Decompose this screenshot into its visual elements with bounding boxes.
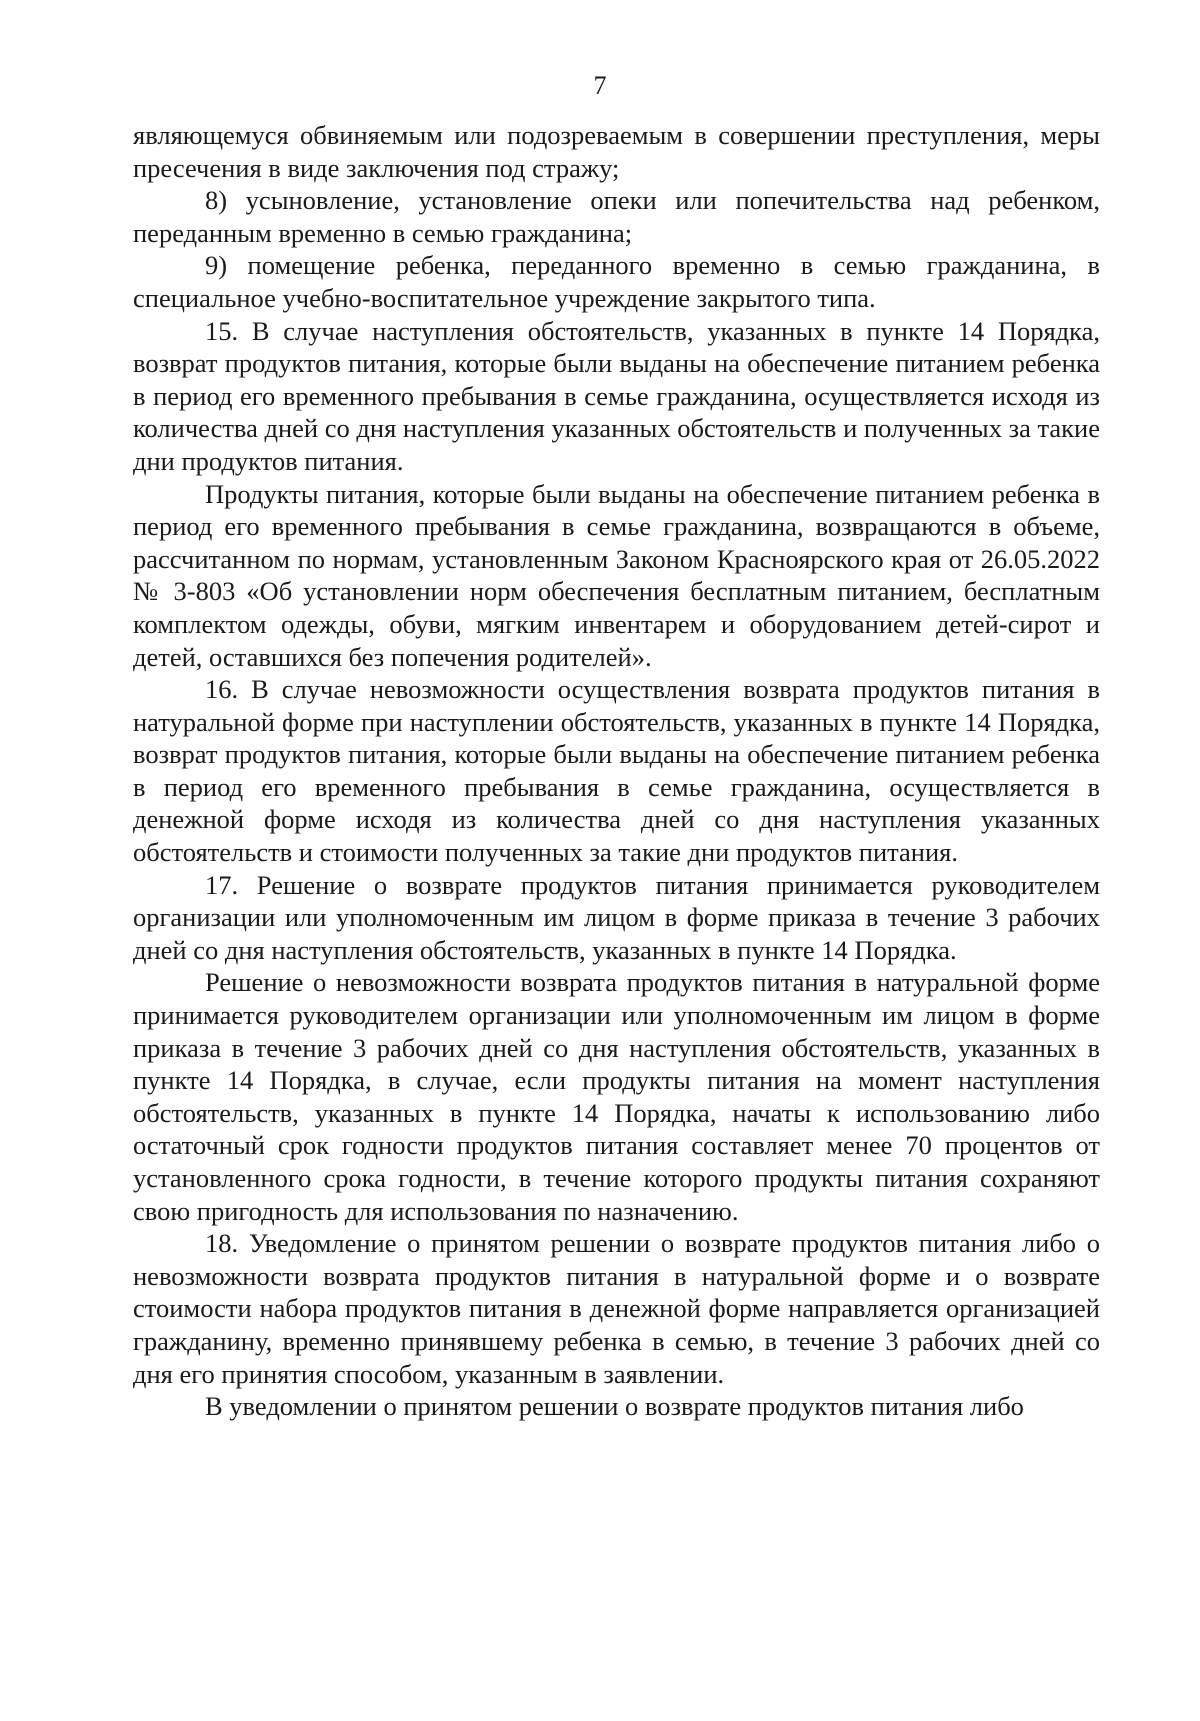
- paragraph-point-16: 16. В случае невозможности осуществления возврата продуктов питания в натуральной форме при наступлении обстоятельств, указанных в пункте 14 Порядка, возврат продуктов питания, которые были выданы на обеспечение питанием ребенка в период его временного пребывания в семье гражданина, осуществляется в денежной форме исходя из количества дней со дня наступления указанных обстоятельств и стоимости полученных за такие дни продуктов питания.: [133, 674, 1100, 868]
- paragraph-point-17-impossibility: Решение о невозможности возврата продуктов питания в натуральной форме принимается руководителем организации или уполномоченным им лицом в форме приказа в течение 3 рабочих дней со дня наступления обстоятельств, указанных в пункте 14 Порядка, в случае, если продукты питания на момент наступления обстоятельств, указанных в пункте 14 Порядка, начаты к использованию либо остаточный срок годности продуктов питания составляет менее 70 процентов от установленного срока годности, в течение которого продукты питания сохраняют свою пригодность для использования по назначению.: [133, 967, 1100, 1226]
- paragraph-point-15-products: Продукты питания, которые были выданы на обеспечение питанием ребенка в период его временного пребывания в семье гражданина, возвращаются в объеме, рассчитанном по нормам, установленным Законом Красноярского края от 26.05.2022 № 3-803 «Об установлении норм обеспечения бесплатным питанием, бесплатным комплектом одежды, обуви, мягким инвентарем и оборудованием детей-сирот и детей, оставшихся без попечения родителей».: [133, 478, 1100, 672]
- paragraph-item-8: 8) усыновление, установление опеки или попечительства над ребенком, переданным временно в семью гражданина;: [133, 185, 1100, 248]
- paragraph-point-17: 17. Решение о возврате продуктов питания принимается руководителем организации или уполномоченным им лицом в форме приказа в течение 3 рабочих дней со дня наступления обстоятельств, указанных в пункте 14 Порядка.: [133, 869, 1100, 965]
- document-body: [133, 119, 1100, 1423]
- paragraph-point-18-notice: В уведомлении о принятом решении о возврате продуктов питания либо: [205, 1391, 1024, 1422]
- paragraph-point-15: 15. В случае наступления обстоятельств, указанных в пункте 14 Порядка, возврат продуктов питания, которые были выданы на обеспечение питанием ребенка в период его временного пребывания в семье гражданина, осуществляется исходя из количества дней со дня наступления указанных обстоятельств и полученных за такие дни продуктов питания.: [133, 315, 1100, 476]
- paragraph-continued-clause: являющемуся обвиняемым или подозреваемым в совершении преступления, меры пресечения в виде заключения под стражу;: [133, 120, 1100, 183]
- paragraph-item-9: 9) помещение ребенка, переданного временно в семью гражданина, в специальное учебно-воспитательное учреждение закрытого типа.: [133, 250, 1100, 313]
- page-number: 7: [593, 71, 607, 100]
- paragraph-point-18: 18. Уведомление о принятом решении о возврате продуктов питания либо о невозможности возврата продуктов питания в натуральной форме и о возврате стоимости набора продуктов питания в денежной форме направляется организацией гражданину, временно принявшему ребенка в семью, в течение 3 рабочих дней со дня его принятия способом, указанным в заявлении.: [133, 1228, 1100, 1389]
